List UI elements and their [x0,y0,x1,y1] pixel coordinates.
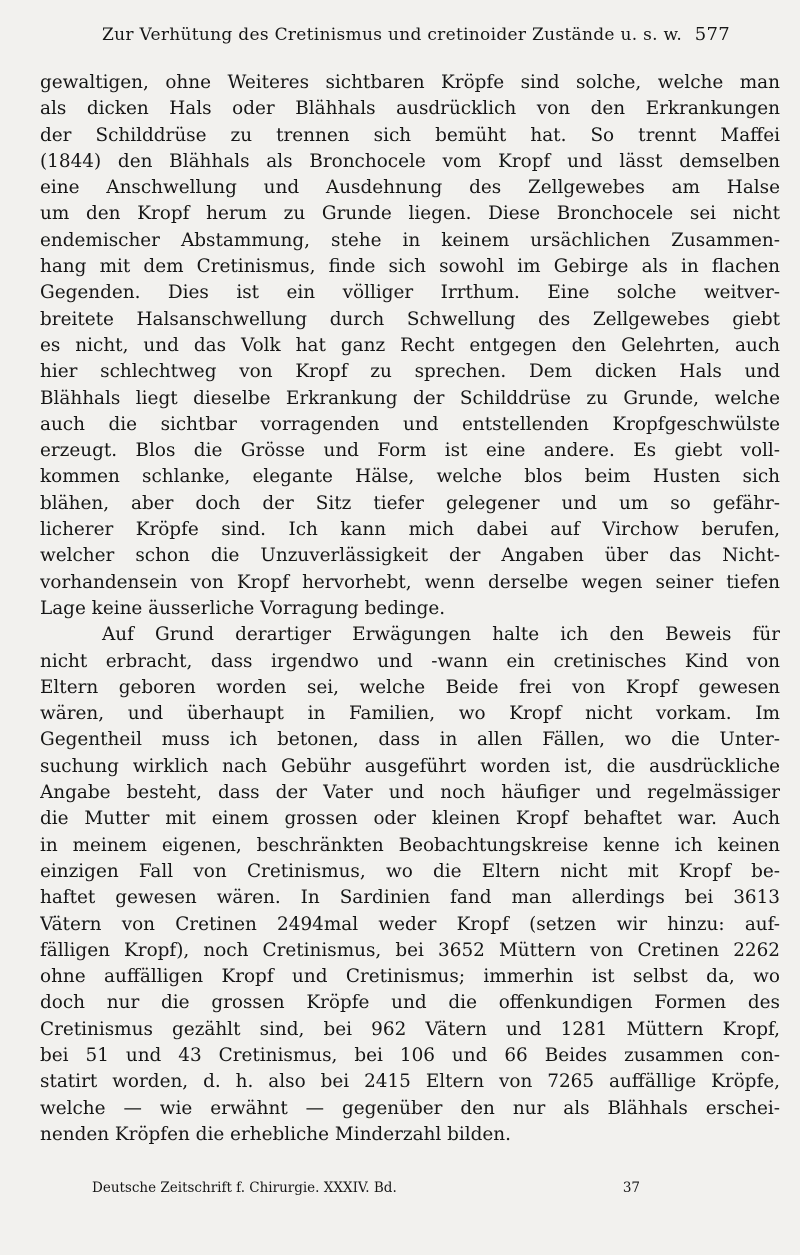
text-line: um den Kropf herum zu Grunde liegen. Diese Bronchocele sei nicht [40,203,780,225]
signature-mark: 37 [622,1180,640,1196]
text-line: ohne auffälligen Kropf und Cretinismus; immerhin ist selbst da, wo [40,966,780,988]
paragraph-start-line: Auf Grund derartiger Erwägungen halte ich den Beweis für [102,624,780,646]
text-line: kommen schlanke, elegante Hälse, welche blos beim Husten sich [40,466,780,488]
text-line: endemischer Abstammung, stehe in keinem ursächlichen Zusammen- [40,229,780,251]
page-number: 577 [694,24,730,45]
journal-imprint: Deutsche Zeitschrift f. Chirurgie. XXXIV. Bd. [92,1180,397,1196]
text-line: gewaltigen, ohne Weiteres sichtbaren Kröpfe sind solche, welche man [40,72,780,93]
text-line: bei 51 und 43 Cretinismus, bei 106 und 66 Beides zusammen con- [40,1044,780,1066]
body-text [40,70,780,1148]
text-line: doch nur die grossen Kröpfe und die offenkundigen Formen des [40,992,780,1014]
text-line: blähen, aber doch der Sitz tiefer gelegener und um so gefähr- [40,492,780,514]
text-line: Blähhals liegt dieselbe Erkrankung der Schilddrüse zu Grunde, welche [40,387,780,409]
text-line: nicht erbracht, dass irgendwo und -wann ein cretinisches Kind von [40,650,780,672]
text-line: wären, und überhaupt in Familien, wo Kropf nicht vorkam. Im [40,703,780,725]
text-line: die Mutter mit einem grossen oder kleinen Kropf behaftet war. Auch [40,808,780,830]
text-line: erzeugt. Blos die Grösse und Form ist eine andere. Es giebt voll- [40,440,780,462]
text-line: als dicken Hals oder Blähhals ausdrücklich von den Erkrankungen [40,98,780,120]
text-line: vorhandensein von Kropf hervorhebt, wenn derselbe wegen seiner tiefen [40,571,780,593]
text-line: Eltern geboren worden sei, welche Beide frei von Kropf gewesen [40,676,780,698]
text-line: licherer Kröpfe sind. Ich kann mich dabei auf Virchow berufen, [40,519,780,541]
text-line: auch die sichtbar vorragenden und entstellenden Kropfgeschwülste [40,413,780,435]
text-line: (1844) den Blähhals als Bronchocele vom Kropf und lässt demselben [40,150,780,172]
text-line: Gegentheil muss ich betonen, dass in allen Fällen, wo die Unter- [40,729,780,751]
running-header [62,24,730,58]
text-line: der Schilddrüse zu trennen sich bemüht hat. So trennt Maffei [40,124,780,146]
text-line: fälligen Kropf), noch Cretinismus, bei 3652 Müttern von Cretinen 2262 [40,939,780,961]
text-line: suchung wirklich nach Gebühr ausgeführt worden ist, die ausdrückliche [40,755,780,777]
text-line: einzigen Fall von Cretinismus, wo die Eltern nicht mit Kropf be- [40,860,780,882]
text-line: breitete Halsanschwellung durch Schwellung des Zellgewebes giebt [40,308,780,330]
text-line: welche — wie erwähnt — gegenüber den nur als Blähhals erschei- [40,1097,780,1119]
text-line: welcher schon die Unzuverlässigkeit der Angaben über das Nicht- [40,545,780,567]
text-line: hang mit dem Cretinismus, finde sich sowohl im Gebirge als in flachen [40,256,780,278]
text-line: Cretinismus gezählt sind, bei 962 Vätern und 1281 Müttern Kropf, [40,1018,780,1040]
text-line: statirt worden, d. h. also bei 2415 Eltern von 7265 auffällige Kröpfe, [40,1071,780,1093]
text-line: Angabe besteht, dass der Vater und noch häufiger und regelmässiger [40,782,780,804]
text-line: eine Anschwellung und Ausdehnung des Zellgewebes am Halse [40,177,780,199]
paragraph-end-line: Lage keine äusserliche Vorragung bedinge. [40,597,446,619]
text-line: Vätern von Cretinen 2494mal weder Kropf (setzen wir hinzu: auf- [40,913,780,935]
text-line: haftet gewesen wären. In Sardinien fand man allerdings bei 3613 [40,887,780,909]
text-line: Gegenden. Dies ist ein völliger Irrthum. Eine solche weitver- [40,282,780,304]
text-line: hier schlechtweg von Kropf zu sprechen. Dem dicken Hals und [40,361,780,383]
running-footer [92,1180,640,1204]
paragraph-end-line: nenden Kröpfen die erhebliche Minderzahl bilden. [40,1123,511,1145]
running-title: Zur Verhütung des Cretinismus und cretinoider Zustände u. s. w. [102,25,683,45]
text-line: in meinem eigenen, beschränkten Beobachtungskreise kenne ich keinen [40,834,780,856]
text-line: es nicht, und das Volk hat ganz Recht entgegen den Gelehrten, auch [40,334,780,356]
